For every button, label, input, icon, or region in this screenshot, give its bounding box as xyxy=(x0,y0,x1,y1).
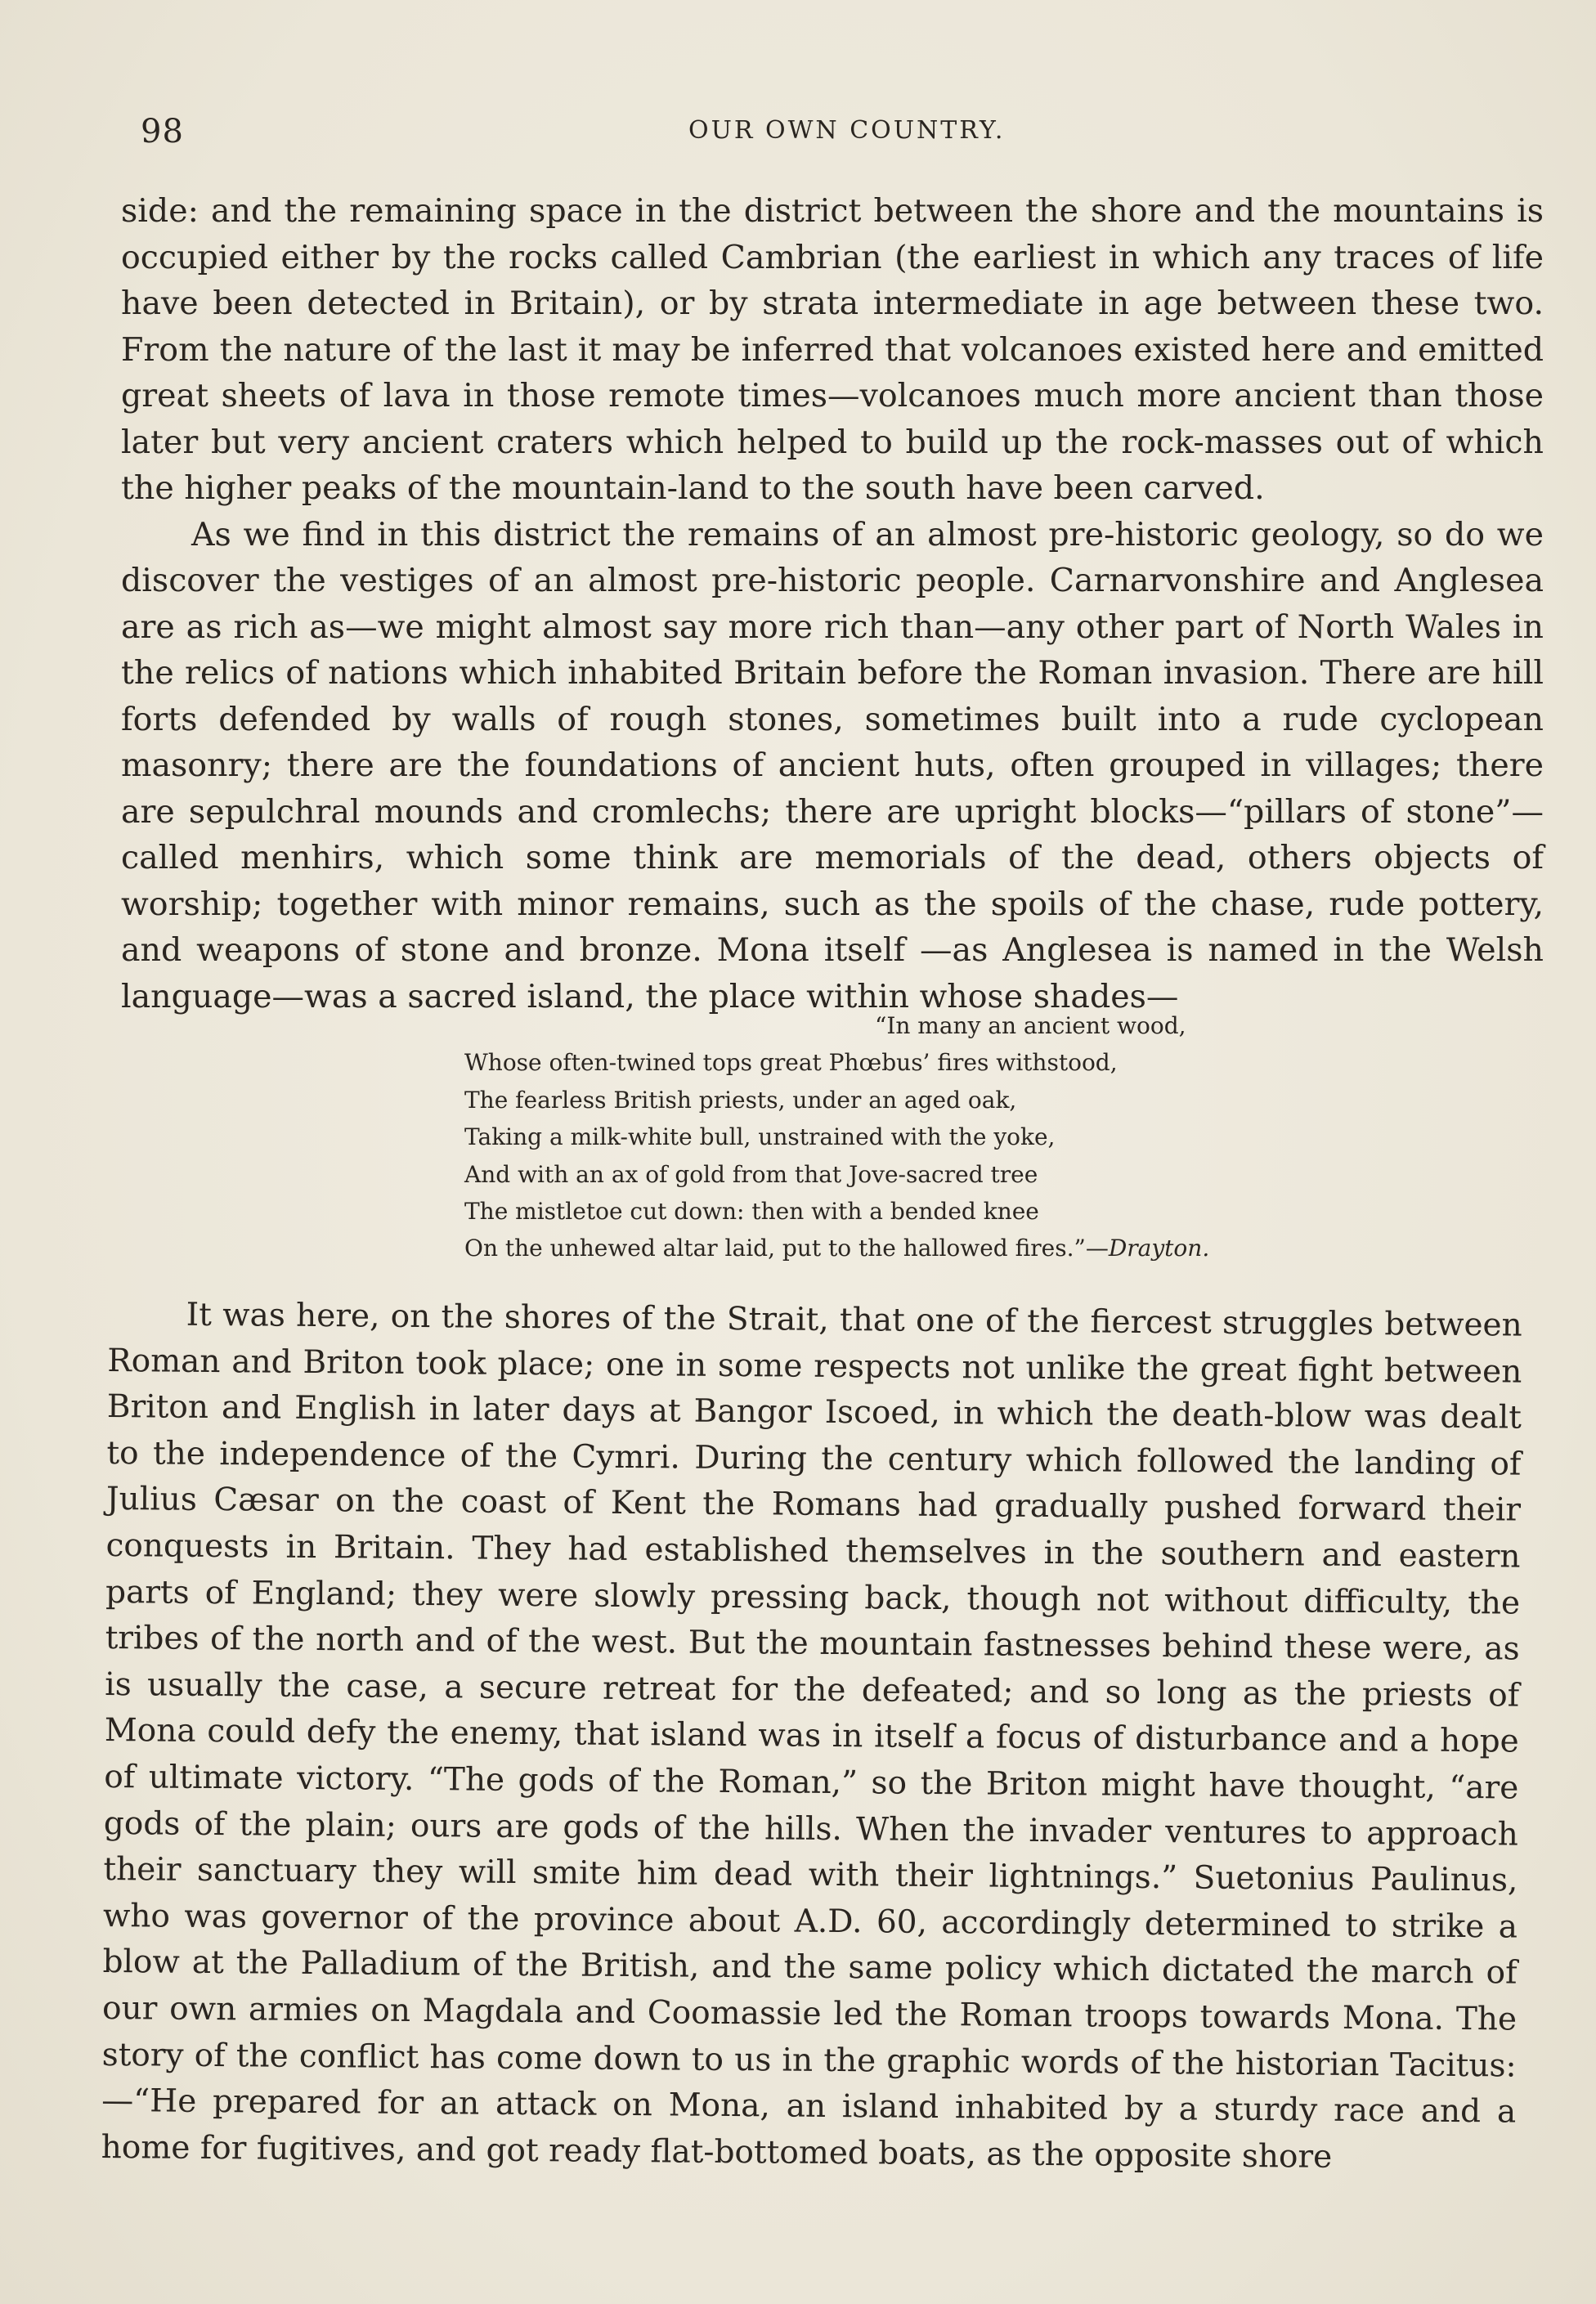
verse-quotation xyxy=(464,1007,1331,1267)
verse-line: The mistletoe cut down: then with a bended knee xyxy=(464,1198,1039,1226)
running-title: OUR OWN COUNTRY. xyxy=(688,116,1006,145)
paragraph-prehistoric-people: As we find in this district the remains of an almost pre-historic geology, so do we discover the vestiges of an almost pre-historic people. Carnarvonshire and Anglesea are as rich as—we might almost say more rich than—any other part of North Wales in the relics of nations which inhabited Britain before the Roman invasion. There are hill forts defended by walls of rough stones, sometimes built into a rude cyclopean masonry; there are the foundations of ancient huts, often grouped in villages; there are sepulchral mounds and cromlechs; there are upright blocks—“pillars of stone”—called menhirs, which some think are memorials of the dead, others objects of worship; together with minor remains, such as the spoils of the chase, rude pottery, and weapons of stone and bronze. Mona itself —as Anglesea is named in the Welsh language—was a sacred island, the place within whose shades— xyxy=(121,515,1544,1015)
verse-line: And with an ax of gold from that Jove-sacred tree xyxy=(464,1160,1038,1188)
page-number: 98 xyxy=(141,113,184,150)
verse-line: Whose often-twined tops great Phœbus’ fires withstood, xyxy=(464,1049,1118,1077)
verse-attribution: Drayton. xyxy=(1108,1235,1210,1262)
verse-line: “In many an ancient wood, xyxy=(875,1012,1186,1039)
verse-line: The fearless British priests, under an aged oak, xyxy=(464,1086,1017,1114)
running-head xyxy=(141,113,1529,150)
verse-line-text: On the unhewed altar laid, put to the hallowed fires.”— xyxy=(464,1235,1109,1262)
text-block-lower xyxy=(101,1292,1522,2182)
paragraph-geology: side: and the remaining space in the district between the shore and the mountains is occupied either by the rocks called Cambrian (the earliest in which any traces of life have been detected in Britain), or by strata intermediate in age between these two. From the nature of the last it may be inferred that volcanoes existed here and emitted great sheets of lava in those remote times—volcanoes much more ancient than those later but very ancient craters which helped to build up the rock-masses out of which the higher peaks of the mountain-land to the south have been carved. xyxy=(121,192,1544,507)
text-block-upper xyxy=(121,188,1544,1020)
paragraph-roman-briton-struggle: It was here, on the shores of the Strait, that one of the fiercest struggles between Roman and Briton took place; one in some respects not unlike the great fight between Briton and English in later days at Bangor Iscoed, in which the death-blow was dealt to the independence of the Cymri. During the century which followed the landing of Julius Cæsar on the coast of Kent the Romans had gradually pushed forward their conquests in Britain. They had established themselves in the southern and eastern parts of England; they were slowly pressing back, though not without difficulty, the tribes of the north and of the west. But the mountain fastnesses behind these were, as is usually the case, a secure retreat for the defeated; and so long as the priests of Mona could defy the enemy, that island was in itself a focus of disturbance and a hope of ultimate victory. “The gods of the Roman,” so the Briton might have thought, “are gods of the plain; ours are gods of the hills. When the invader ventures to approach their sanctuary they will smite him dead with their lightnings.” Suetonius Paulinus, who was governor of the province about A.D. 60, accordingly determined to strike a blow at the Palladium of the British, and the same policy which dictated the march of our own armies on Magdala and Coomassie led the Roman troops towards Mona. The story of the conflict has come down to us in the graphic words of the historian Tacitus:—“He prepared for an attack on Mona, an island inhabited by a sturdy race and a home for fugitives, and got ready flat-bottomed boats, as the opposite shore xyxy=(101,1296,1522,2176)
verse-line: Taking a milk-white bull, unstrained with the yoke, xyxy=(464,1123,1056,1151)
verse-line-final xyxy=(464,1230,1331,1266)
